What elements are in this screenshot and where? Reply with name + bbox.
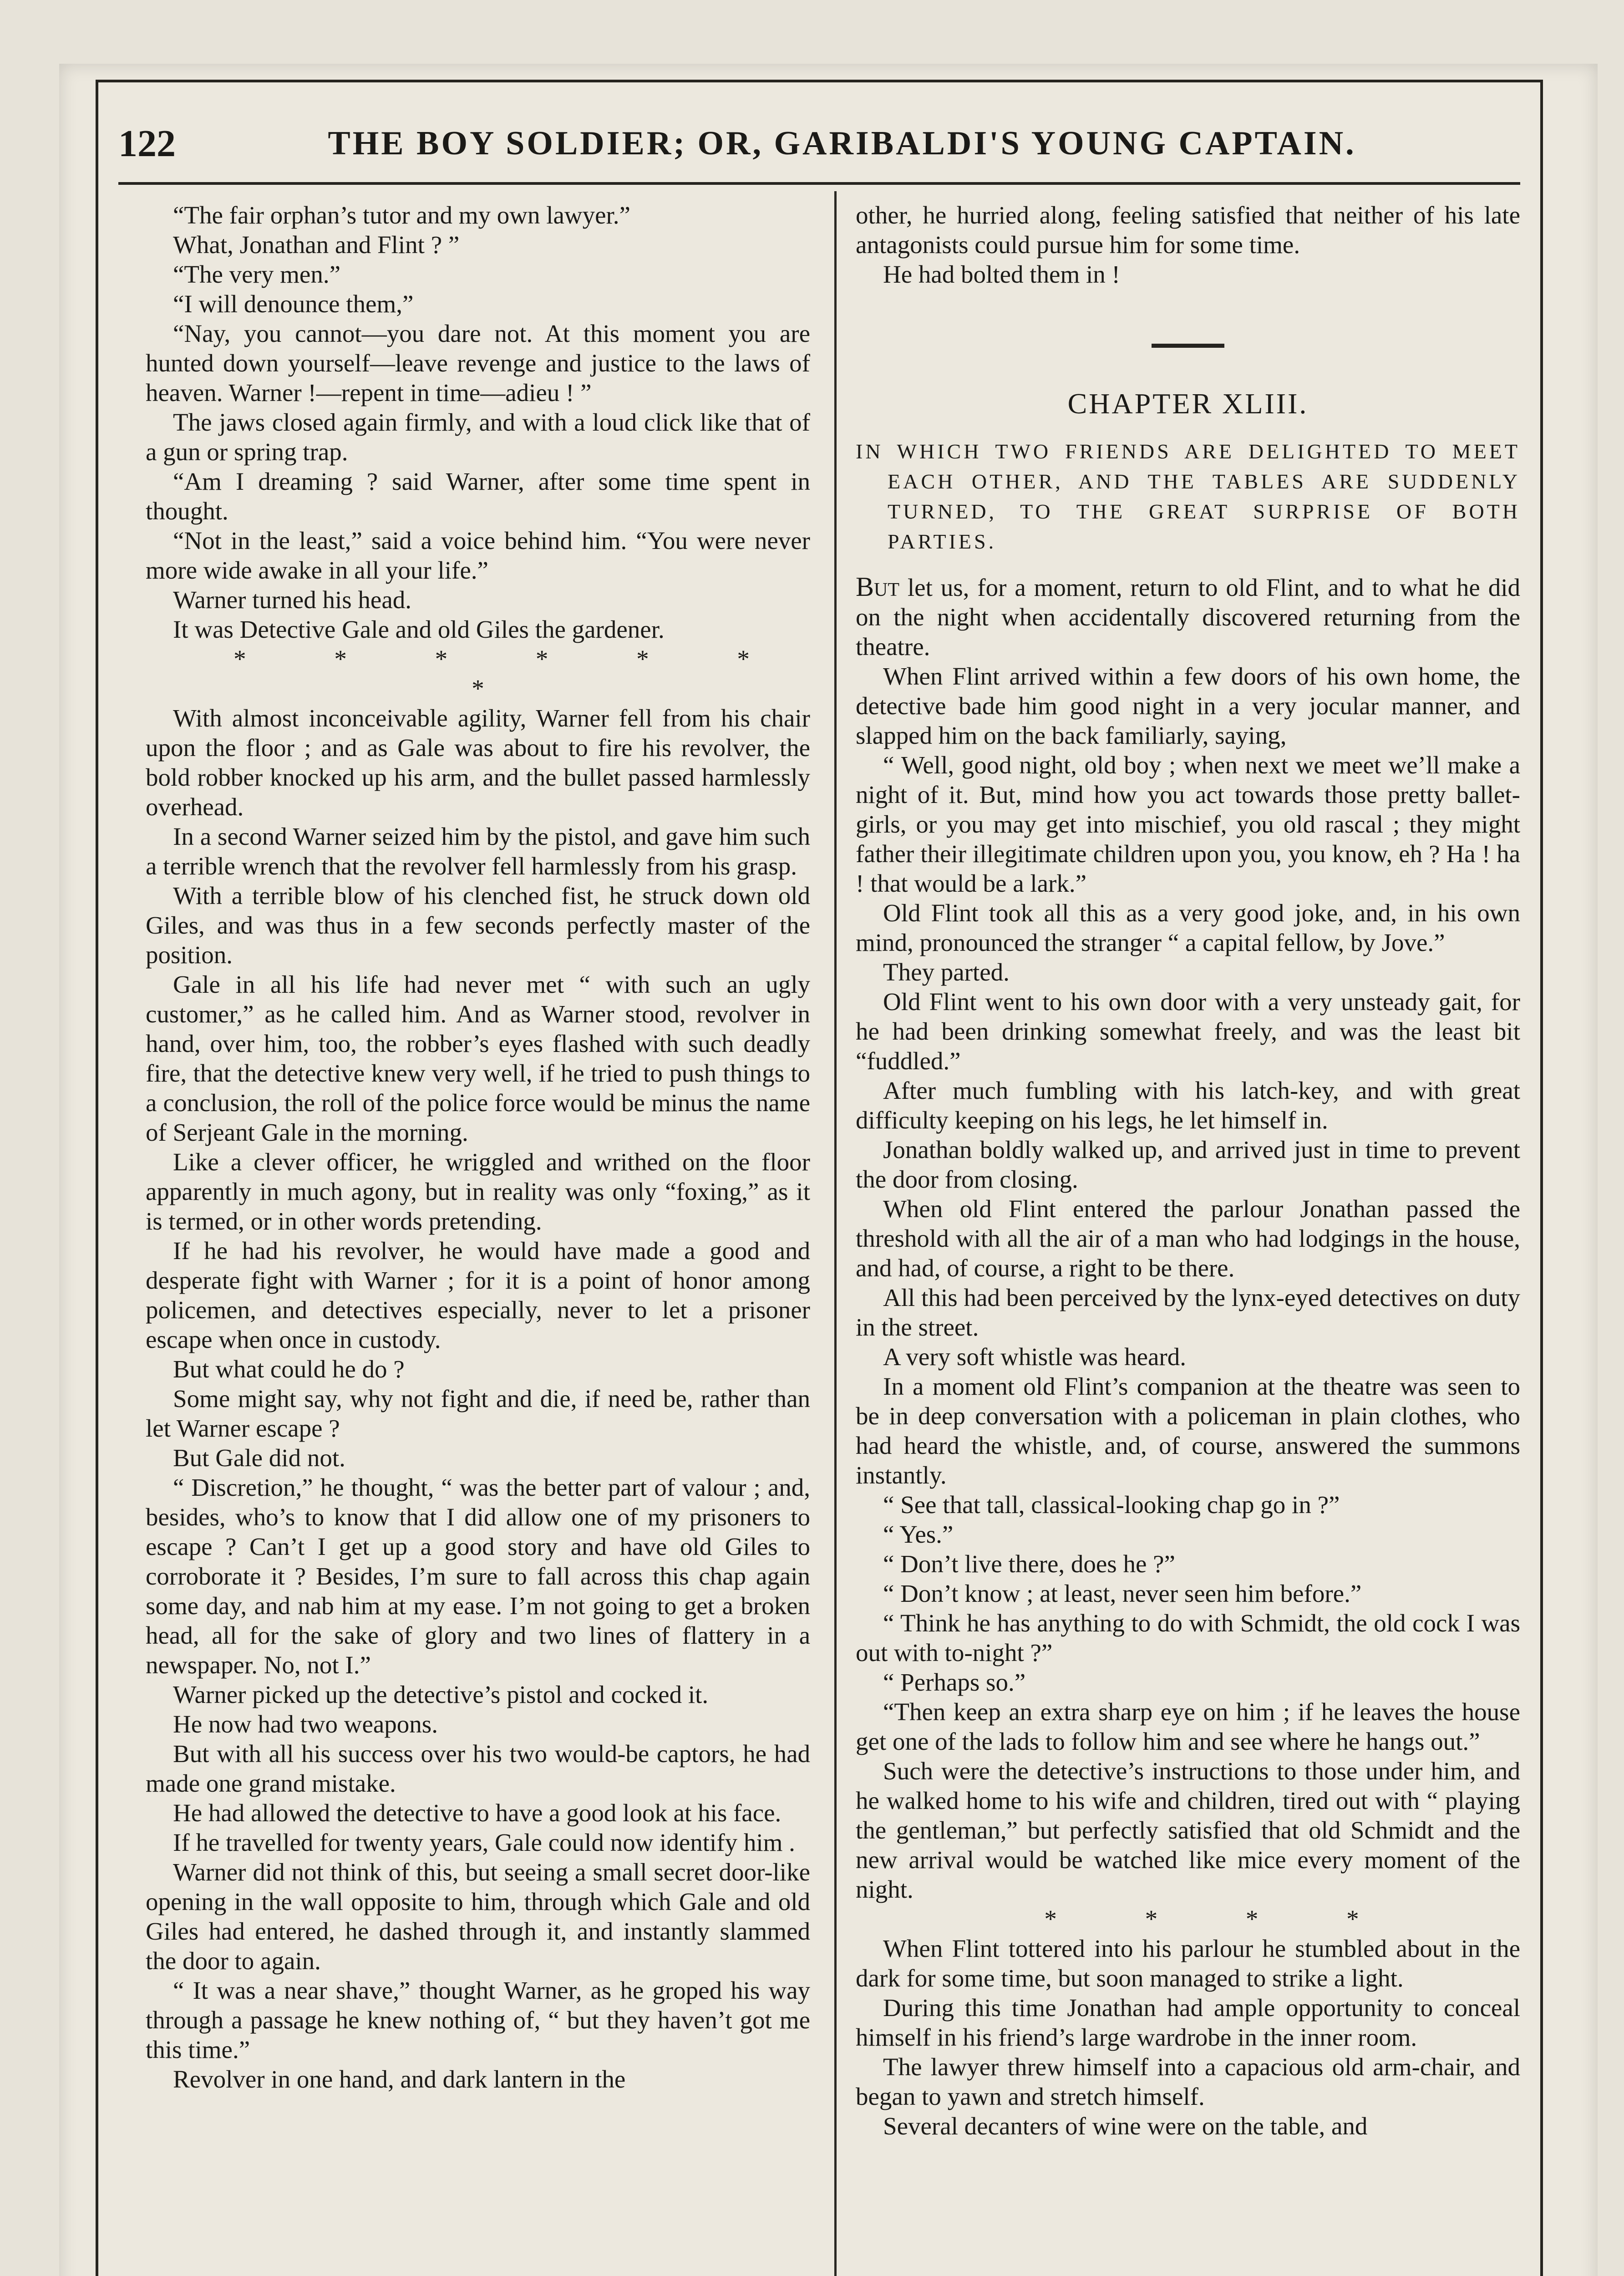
paragraph: After much fumbling with his latch-key, and with great difficulty keeping on his legs, he let himself in. [856, 1077, 1520, 1134]
paragraph: Several decanters of wine were on the table, and [883, 2112, 1368, 2140]
paragraph: Warner did not think of this, but seeing a small secret door-like opening in the wall opposite to him, through which Gale and old Giles had entered, he dashed through it, and instantly slammed the door to again. [146, 1858, 810, 1975]
paragraph: But with all his success over his two would-be captors, he had made one grand mistake. [146, 1740, 810, 1797]
chapter-first-word: But [856, 572, 900, 602]
header-rule [118, 182, 1520, 185]
paragraph: The lawyer threw himself into a capacious old arm-chair, and began to yawn and stretch himself. [856, 2053, 1520, 2110]
paragraph: But what could he do ? [173, 1355, 405, 1383]
section-break-stars: * * * * * * * [233, 645, 791, 702]
paragraph: They parted. [883, 958, 1010, 986]
paragraph: With a terrible blow of his clenched fist, he struck down old Giles, and was thus in a few seconds perfectly master of the position. [146, 882, 810, 969]
paragraph: Gale in all his life had never met “ with such an ugly customer,” as he called him. And as Warner stood, revolver in hand, over him, too, the robber’s eyes flashed with such deadly fire, that the detective knew very well, if he tried to push things to a conclusion, the roll of the police force would be minus the name of Serjeant Gale in the morning. [146, 970, 810, 1146]
paragraph: “ Yes.” [883, 1520, 954, 1548]
paragraph: But Gale did not. [173, 1444, 345, 1472]
paragraph: “ It was a near shave,” thought Warner, as he groped his way through a passage he knew nothing of, “ but they haven’t got me this time.” [146, 1976, 810, 2063]
paragraph: He now had two weapons. [173, 1710, 438, 1738]
paragraph: What, Jonathan and Flint ? ” [173, 231, 460, 259]
paragraph: If he travelled for twenty years, Gale could now identify him . [173, 1829, 795, 1856]
chapter-opening-text: let us, for a moment, return to old Flint, and to what he did on the night when accidentally discovered returning from the theatre. [856, 574, 1520, 660]
paragraph: other, he hurried along, feeling satisfied that neither of his late antagonists could pursue him for some time. [856, 201, 1520, 259]
paragraph: When old Flint entered the parlour Jonathan passed the threshold with all the air of a man who had lodgings in the house, and had, of course, a right to be there. [856, 1195, 1520, 1282]
paragraph: “The very men.” [173, 260, 341, 288]
paragraph: When Flint arrived within a few doors of his own home, the detective bade him good night in a very jocular manner, and slapped him on the back familiarly, saying, [856, 662, 1520, 749]
column-divider [834, 191, 837, 2276]
paragraph: It was Detective Gale and old Giles the gardener. [173, 615, 665, 643]
paragraph: “Then keep an extra sharp eye on him ; if he leaves the house get one of the lads to follow him and see where he hangs out.” [856, 1698, 1520, 1755]
paragraph: “Nay, you cannot—you dare not. At this moment you are hunted down yourself—leave revenge and justice to the laws of heaven. Warner !—repent in time—adieu ! ” [146, 320, 810, 406]
right-column-body [856, 661, 1520, 2141]
section-rule [1152, 344, 1224, 348]
paragraph: “ Discretion,” he thought, “ was the better part of valour ; and, besides, who’s to know that I did allow one of my prisoners to escape ? Can’t I get up a good story and have old Giles to corroborate it ? Besides, I’m sure to fall across this chap again some day, and nab him at my ease. I’m not going to get a broken head, all for the sake of glory and two lines of flattery in a newspaper. No, not I.” [146, 1473, 810, 1679]
paragraph: “ Perhaps so.” [883, 1668, 1026, 1696]
paragraph: A very soft whistle was heard. [883, 1343, 1186, 1371]
paragraph: “ Think he has anything to do with Schmidt, the old cock I was out with to-night ?” [856, 1609, 1520, 1666]
paragraph: Warner picked up the detective’s pistol and cocked it. [173, 1681, 709, 1708]
paragraph: In a moment old Flint’s companion at the theatre was seen to be in deep conversation with a policeman in plain clothes, who had heard the whistle, and, of course, answered the summons instantly. [856, 1372, 1520, 1489]
paragraph: “Not in the least,” said a voice behind him. “You were never more wide awake in all your life.” [146, 527, 810, 584]
paragraph: During this time Jonathan had ample opportunity to conceal himself in his friend’s large wardrobe in the inner room. [856, 1994, 1520, 2051]
paragraph: All this had been perceived by the lynx-eyed detectives on duty in the street. [856, 1284, 1520, 1341]
paragraph: “ See that tall, classical-looking chap go in ?” [883, 1491, 1340, 1519]
chapter-opening-paragraph [856, 572, 1520, 661]
running-title: THE BOY SOLDIER; OR, GARIBALDI'S YOUNG CAPTAIN. [328, 124, 1356, 162]
paragraph: Old Flint went to his own door with a very unsteady gait, for he had been drinking somewhat freely, and was the least bit “fuddled.” [856, 988, 1520, 1075]
paragraph: He had allowed the detective to have a good look at his face. [173, 1799, 782, 1827]
paragraph: With almost inconceivable agility, Warner fell from his chair upon the floor ; and as Gale was about to fire his revolver, the bold robber knocked up his arm, and the bullet passed harmlessly overhead. [146, 704, 810, 821]
paragraph: In a second Warner seized him by the pistol, and gave him such a terrible wrench that the revolver fell harmlessly from his grasp. [146, 823, 810, 880]
right-column [856, 200, 1520, 2276]
paragraph: “I will denounce them,” [173, 290, 414, 318]
paragraph: Such were the detective’s instructions to those under him, and he walked home to his wife and children, tired out with “ playing the gentleman,” but perfectly satisfied that old Schmidt and the new arrival would be watched like mice every moment of the night. [856, 1757, 1520, 1903]
paragraph: Warner turned his head. [173, 586, 411, 614]
paragraph: Like a clever officer, he wriggled and writhed on the floor apparently in much agony, but in reality was only “foxing,” as it is termed, or in other words pretending. [146, 1148, 810, 1235]
paragraph: The jaws closed again firmly, and with a loud click like that of a gun or spring trap. [146, 408, 810, 466]
page-number: 122 [118, 122, 176, 165]
paragraph: Revolver in one hand, and dark lantern in the [173, 2065, 626, 2093]
paragraph: He had bolted them in ! [883, 260, 1120, 288]
paragraph: Old Flint took all this as a very good joke, and, in his own mind, pronounced the stranger “ a capital fellow, by Jove.” [856, 899, 1520, 956]
page-header [118, 114, 1520, 173]
section-break-stars: * * * * [1044, 1905, 1400, 1933]
paragraph: “Am I dreaming ? said Warner, after some time spent in thought. [146, 467, 810, 525]
paragraph: “ Don’t live there, does he ?” [883, 1550, 1175, 1578]
left-column [146, 200, 810, 2276]
paragraph: If he had his revolver, he would have made a good and desperate fight with Warner ; for it is a point of honor among policemen, and detectives especially, never to let a prisoner escape when once in custody. [146, 1237, 810, 1353]
right-column-continuation [856, 200, 1520, 289]
paragraph: “The fair orphan’s tutor and my own lawyer.” [173, 201, 630, 229]
chapter-title: CHAPTER XLIII. [1067, 387, 1309, 420]
paragraph: When Flint tottered into his parlour he stumbled about in the dark for some time, but soon managed to strike a light. [856, 1935, 1520, 1992]
paragraph: Some might say, why not fight and die, if need be, rather than let Warner escape ? [146, 1385, 810, 1442]
paragraph: “ Don’t know ; at least, never seen him before.” [883, 1580, 1362, 1607]
paragraph: “ Well, good night, old boy ; when next we meet we’ll make a night of it. But, mind how you act towards those pretty ballet-girls, or you may get into mischief, you old rascal ; they might father their illegitimate children upon you, you know, eh ? Ha ! ha ! that would be a lark.” [856, 751, 1520, 897]
chapter-summary: IN WHICH TWO FRIENDS ARE DELIGHTED TO MEET EACH OTHER, AND THE TABLES ARE SUDDENLY TURNED, TO THE GREAT SURPRISE OF BOTH PARTIES. [856, 440, 1520, 553]
paragraph: Jonathan boldly walked up, and arrived just in time to prevent the door from closing. [856, 1136, 1520, 1193]
